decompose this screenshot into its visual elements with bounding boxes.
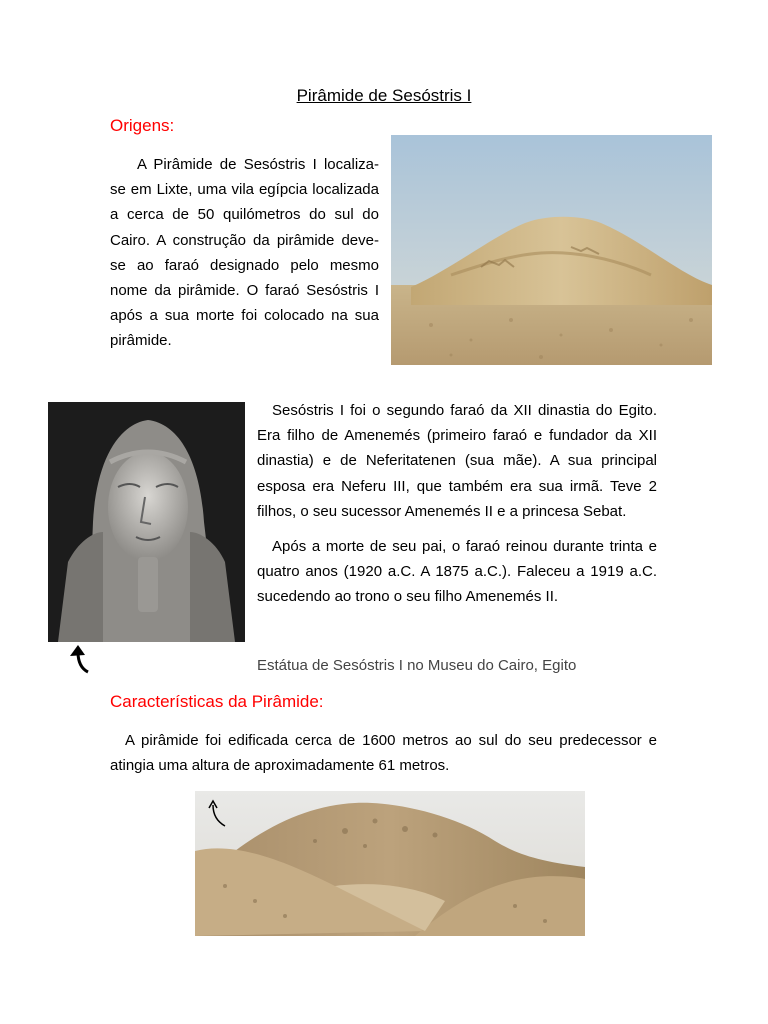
statue-photo — [48, 402, 245, 642]
curved-arrow-icon — [66, 644, 94, 674]
section-heading-origins: Origens: — [110, 116, 175, 135]
statue-caption: Estátua de Sesóstris I no Museu do Cairo, Egito — [257, 657, 577, 674]
page-title: Pirâmide de Sesóstris I — [296, 86, 472, 105]
pharaoh-paragraph-2: Após a morte de seu pai, o faraó reinou durante trinta e quatro anos (1920 a.C. A 1875 a.C.). Faleceu a 1919 a.C. sucedendo ao trono o seu filho Amenemés II. — [257, 538, 657, 606]
pharaoh-paragraph-1: Sesóstris I foi o segundo faraó da XII dinastia do Egito. Era filho de Amenemés (primeiro faraó e fundador da XII dinastia) e de Neferitatenen (sua mãe). A sua principal esposa era Neferu III, que também era sua irmã. Teve 2 filhos, o seu sucessor Amenemés II e a princesa Sebat. — [257, 402, 657, 520]
origins-paragraph: A Pirâmide de Sesóstris I localiza-se em Lixte, uma vila egípcia localizada a cerca de 50 quilómetros do sul do Cairo. A construção da pirâmide deve-se ao faraó designado pelo mesmo nome da pirâmide. O faraó Sesóstris I após a sua morte foi colocado na sua pirâmide. — [110, 156, 379, 350]
pyramid-photo-bottom — [195, 791, 585, 936]
pyramid-photo-top — [391, 135, 712, 365]
section-heading-characteristics: Características da Pirâmide: — [110, 692, 324, 711]
characteristics-paragraph: A pirâmide foi edificada cerca de 1600 metros ao sul do seu predecessor e atingia uma altura de aproximadamente 61 metros. — [110, 732, 657, 775]
curved-arrow-icon — [203, 799, 229, 829]
